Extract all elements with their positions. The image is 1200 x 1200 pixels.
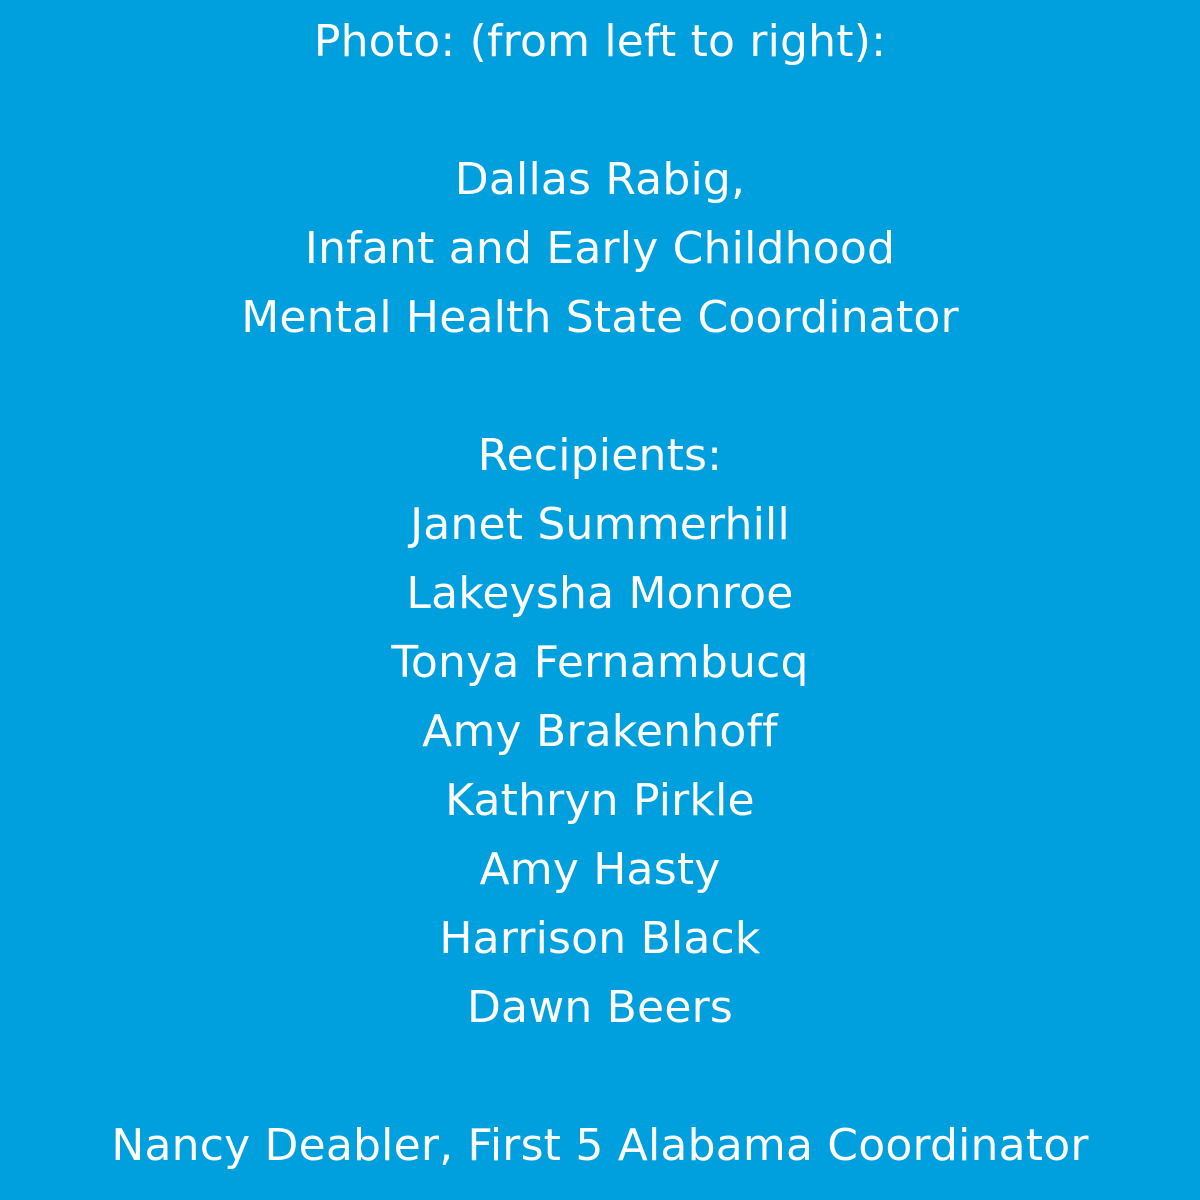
recipient-name: Amy Brakenhoff xyxy=(422,706,778,757)
presenter-name: Dallas Rabig, xyxy=(454,154,746,205)
recipient-name: Lakeysha Monroe xyxy=(406,568,794,619)
recipient-name: Dawn Beers xyxy=(466,982,734,1033)
presenter-title-line-2: Mental Health State Coordinator xyxy=(241,292,959,343)
recipient-name: Janet Summerhill xyxy=(410,499,790,550)
recipients-label: Recipients: xyxy=(477,430,723,481)
recipient-name: Kathryn Pirkle xyxy=(445,775,755,826)
recipient-name: Amy Hasty xyxy=(479,844,721,895)
recipient-name: Harrison Black xyxy=(439,913,761,964)
presenter-title-line-1: Infant and Early Childhood xyxy=(304,223,896,274)
photo-heading: Photo: (from left to right): xyxy=(313,16,887,67)
footer-credit: Nancy Deabler, First 5 Alabama Coordinator xyxy=(111,1120,1089,1171)
recipient-name: Tonya Fernambucq xyxy=(391,637,809,688)
